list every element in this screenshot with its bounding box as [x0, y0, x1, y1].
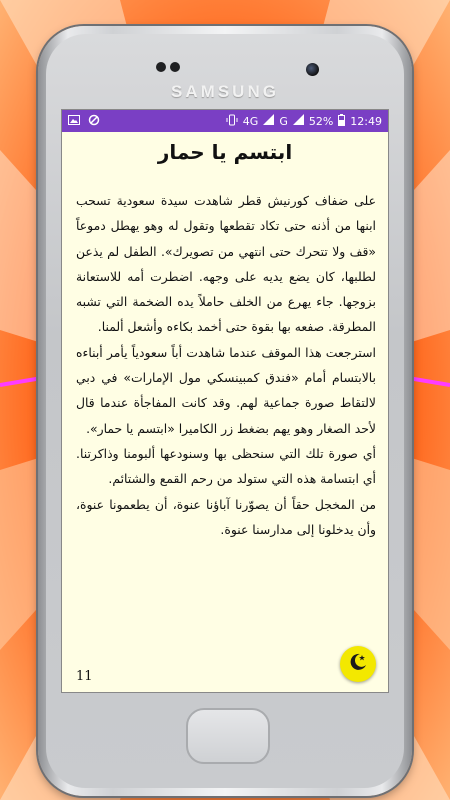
paragraph: على ضفاف كورنيش قطر شاهدت سيدة سعودية تسحب ابنها من أذنه حتى تكاد تقطعها وتقول له وهو يهطل دموعاً «قف ولا تتحرك حتى انتهي من تصويرك». الطفل لم يذعن لطلبها، كان يضع يديه على وجهه. اضطرت أمه للاستعانة بزوجها. جاء يهرع من الخلف حاملاً يده الضخمة التي تشبه المطرقة. صفعه بها بقوة حتى أخمد بكاءه وأشعل ألمنا.	[76, 193, 376, 335]
paragraph: استرجعت هذا الموقف عندما شاهدت أباً سعودياً يأمر أبناءه بالابتسام أمام «فندق كمبينسكي مول الإمارات» في دبي لالتقاط صورة جماعية لهم. وقد كانت المفاجأة عندما قال لأحد الصغار وهو يهم بضغط زر الكاميرا «ابتسم يا حمار».	[76, 344, 376, 436]
signal-icon	[293, 114, 304, 128]
network-label-2: G	[279, 114, 288, 128]
article-title: ابتسم يا حمار	[157, 140, 293, 164]
front-camera	[306, 63, 319, 76]
battery-percent: 52%	[308, 114, 334, 128]
vibrate-icon	[226, 114, 238, 129]
status-bar	[62, 110, 388, 132]
night-mode-icon	[347, 651, 369, 677]
page-number: 11	[76, 669, 93, 684]
clock: 12:49	[350, 114, 382, 128]
signal-icon	[263, 114, 274, 128]
article-body[interactable]	[62, 188, 388, 542]
night-mode-button[interactable]	[340, 646, 376, 682]
device-brand: SAMSUNG	[171, 82, 279, 101]
paragraph: من المخجل حقاً أن يصوّرنا آباؤنا عنوة، أن يطعمونا عنوة، وأن يدخلونا إلى مدارسنا عنوة.	[76, 496, 376, 537]
paragraph: أي صورة تلك التي سنحظى بها وسنودعها ألبومنا وذاكرتنا. أي ابتسامة هذه التي ستولد من رحم القمع والشتائم.	[76, 445, 376, 487]
sensor-dot	[170, 62, 180, 72]
battery-icon	[338, 114, 345, 129]
app-screen	[62, 110, 388, 692]
image-icon	[68, 115, 80, 128]
network-label: 4G	[242, 114, 259, 128]
sensor-dot	[156, 62, 166, 72]
sync-icon	[88, 114, 100, 129]
home-button[interactable]	[186, 708, 270, 764]
